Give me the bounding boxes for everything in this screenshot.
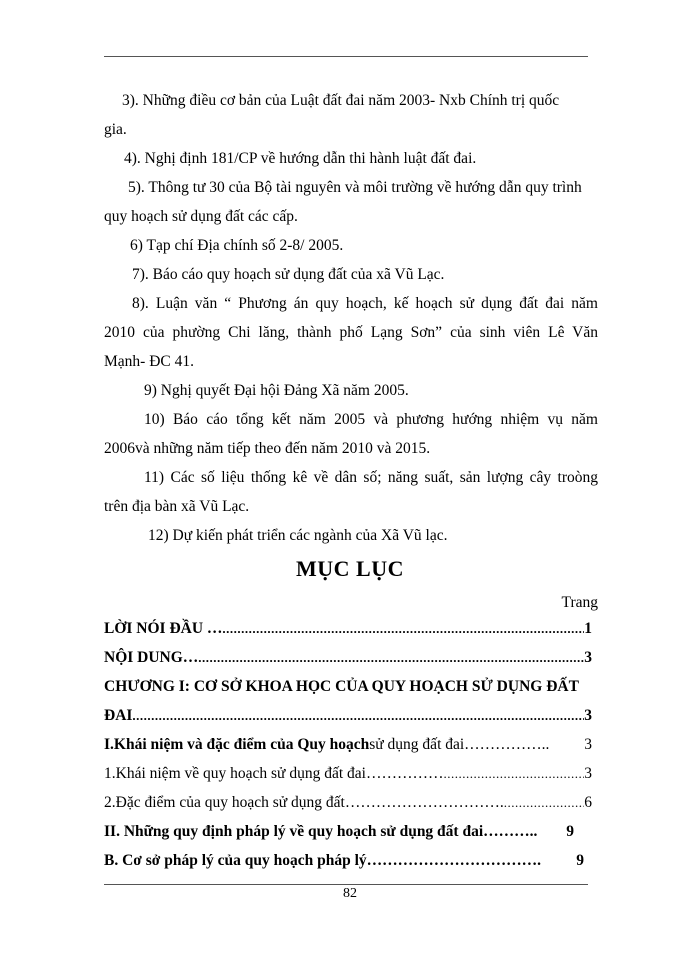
toc-entry[interactable]: LỜI NÓI ĐẦU … ..... 1	[104, 614, 592, 643]
toc-entry[interactable]: 2.Đặc điểm của quy hoạch sử dụng đất…………………………. ..... 6	[104, 788, 592, 817]
toc-entry[interactable]: B. Cơ sở pháp lý của quy hoạch pháp lý……………………………. 9	[104, 852, 584, 869]
reference-5: 5). Thông tư 30 của Bộ tài nguyên và môi trường về hướng dẫn quy trình quy hoạch sử dụng đất các cấp.	[104, 179, 582, 225]
header-rule	[104, 56, 588, 57]
reference-7: 7). Báo cáo quy hoạch sử dụng đất của xã Vũ Lạc.	[132, 266, 445, 283]
footer-rule	[104, 884, 588, 885]
toc-entry[interactable]: II. Những quy định pháp lý về quy hoạch sử dụng đất đai……….. 9	[104, 823, 574, 840]
reference-6: 6) Tạp chí Địa chính số 2-8/ 2005.	[130, 237, 344, 254]
toc-entry[interactable]: I.Khái niệm và đặc điểm của Quy hoạch sử dụng đất đai…………….. 3	[104, 736, 592, 753]
toc-title: MỤC LỤC	[296, 556, 404, 581]
reference-10: 10) Báo cáo tổng kết năm 2005 và phương hướng nhiệm vụ năm 2006và những năm tiếp theo đến năm 2010 và 2015.	[104, 411, 598, 457]
reference-9: 9) Nghị quyết Đại hội Đảng Xã năm 2005.	[144, 382, 409, 399]
reference-11: 11) Các số liệu thống kê về dân số; năng suất, sản lượng cây troòng trên địa bàn xã Vũ Lạc.	[104, 469, 598, 515]
reference-3	[104, 86, 598, 144]
reference-8: 8). Luận văn “ Phương án quy hoạch, kế hoạch sử dụng đất đai năm 2010 của phường Chi lăng, thành phố Lạng Sơn” của sinh viên Lê Văn Mạnh- ĐC 41.	[104, 295, 598, 370]
reference-3-line2: gia.	[104, 121, 127, 138]
toc-entry[interactable]: 1.Khái niệm về quy hoạch sử dụng đất đai…………… ..... 3	[104, 759, 592, 788]
toc-entry[interactable]: NỘI DUNG… ..... 3	[104, 643, 592, 672]
toc-page-header: Trang	[561, 594, 598, 611]
reference-3-line1: 3). Những điều cơ bản của Luật đất đai năm 2003- Nxb Chính trị quốc	[122, 92, 560, 109]
reference-4: 4). Nghị định 181/CP về hướng dẫn thi hành luật đất đai.	[124, 150, 477, 167]
toc-entry-chapter-1[interactable]: CHƯƠNG I: CƠ SỞ KHOA HỌC CỦA QUY HOẠCH SỬ DỤNG ĐẤT	[104, 678, 579, 695]
toc-entry-chapter-1-cont[interactable]: ĐAI ..... 3	[104, 701, 592, 730]
page-number: 82	[343, 886, 357, 901]
reference-12: 12) Dự kiến phát triển các ngành của Xã Vũ lạc.	[148, 527, 448, 544]
